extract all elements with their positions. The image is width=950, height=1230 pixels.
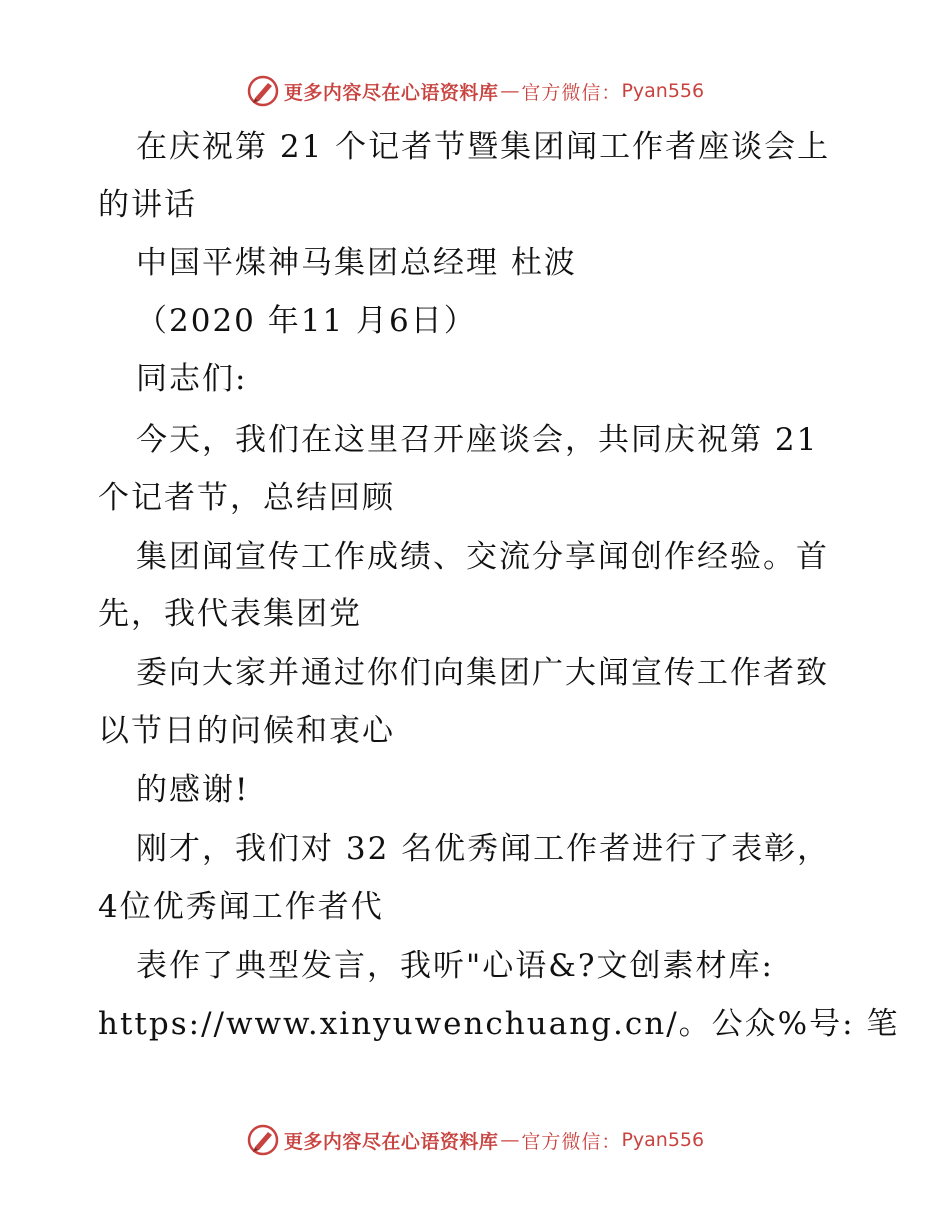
- watermark-dash: —: [500, 1129, 520, 1151]
- paragraph-line: 以节日的问候和衷心: [98, 713, 395, 749]
- watermark-footer: [0, 1120, 950, 1160]
- paragraph-line: 刚才，我们对 32 名优秀闻工作者进行了表彰，: [136, 831, 831, 867]
- title-line-1: 在庆祝第 21 个记者节暨集团闻工作者座谈会上: [136, 129, 831, 165]
- watermark-wechat-label: 官方微信：: [521, 1130, 622, 1153]
- pen-logo-icon: [246, 1123, 280, 1157]
- date-line: （2020 年11 月6日）: [136, 303, 477, 339]
- paragraph-line: 集团闻宣传工作成绩、交流分享闻创作经验。首: [136, 539, 829, 575]
- paragraph-line: 先，我代表集团党: [98, 596, 362, 632]
- watermark-wechat-id: Pyan556: [621, 1129, 705, 1151]
- paragraph-line: 委向大家并通过你们向集团广大闻宣传工作者致: [136, 655, 829, 691]
- pen-logo-icon: [246, 74, 280, 108]
- watermark-dash: —: [500, 80, 520, 102]
- watermark-wechat-label: 官方微信：: [521, 81, 622, 104]
- paragraph-line: 表作了典型发言，我听"心语&?文创素材库:: [136, 948, 774, 984]
- watermark-text: 更多内容尽在心语资料库: [283, 1130, 499, 1153]
- watermark-wechat-id: Pyan556: [621, 80, 705, 102]
- title-line-2: 的讲话: [98, 187, 197, 223]
- paragraph-line: https://www.xinyuwenchuang.cn/。公众%号: 笔: [98, 1006, 900, 1042]
- paragraph-line: 今天，我们在这里召开座谈会，共同庆祝第 21: [136, 422, 819, 458]
- paragraph-line: 个记者节，总结回顾: [98, 480, 395, 516]
- author-line: 中国平煤神马集团总经理 杜波: [136, 245, 577, 281]
- watermark-text: 更多内容尽在心语资料库: [283, 81, 499, 104]
- watermark-header: [0, 71, 950, 111]
- paragraph-line: 的感谢!: [136, 772, 250, 808]
- paragraph-line: 4位优秀闻工作者代: [98, 889, 384, 925]
- salutation: 同志们:: [136, 361, 248, 397]
